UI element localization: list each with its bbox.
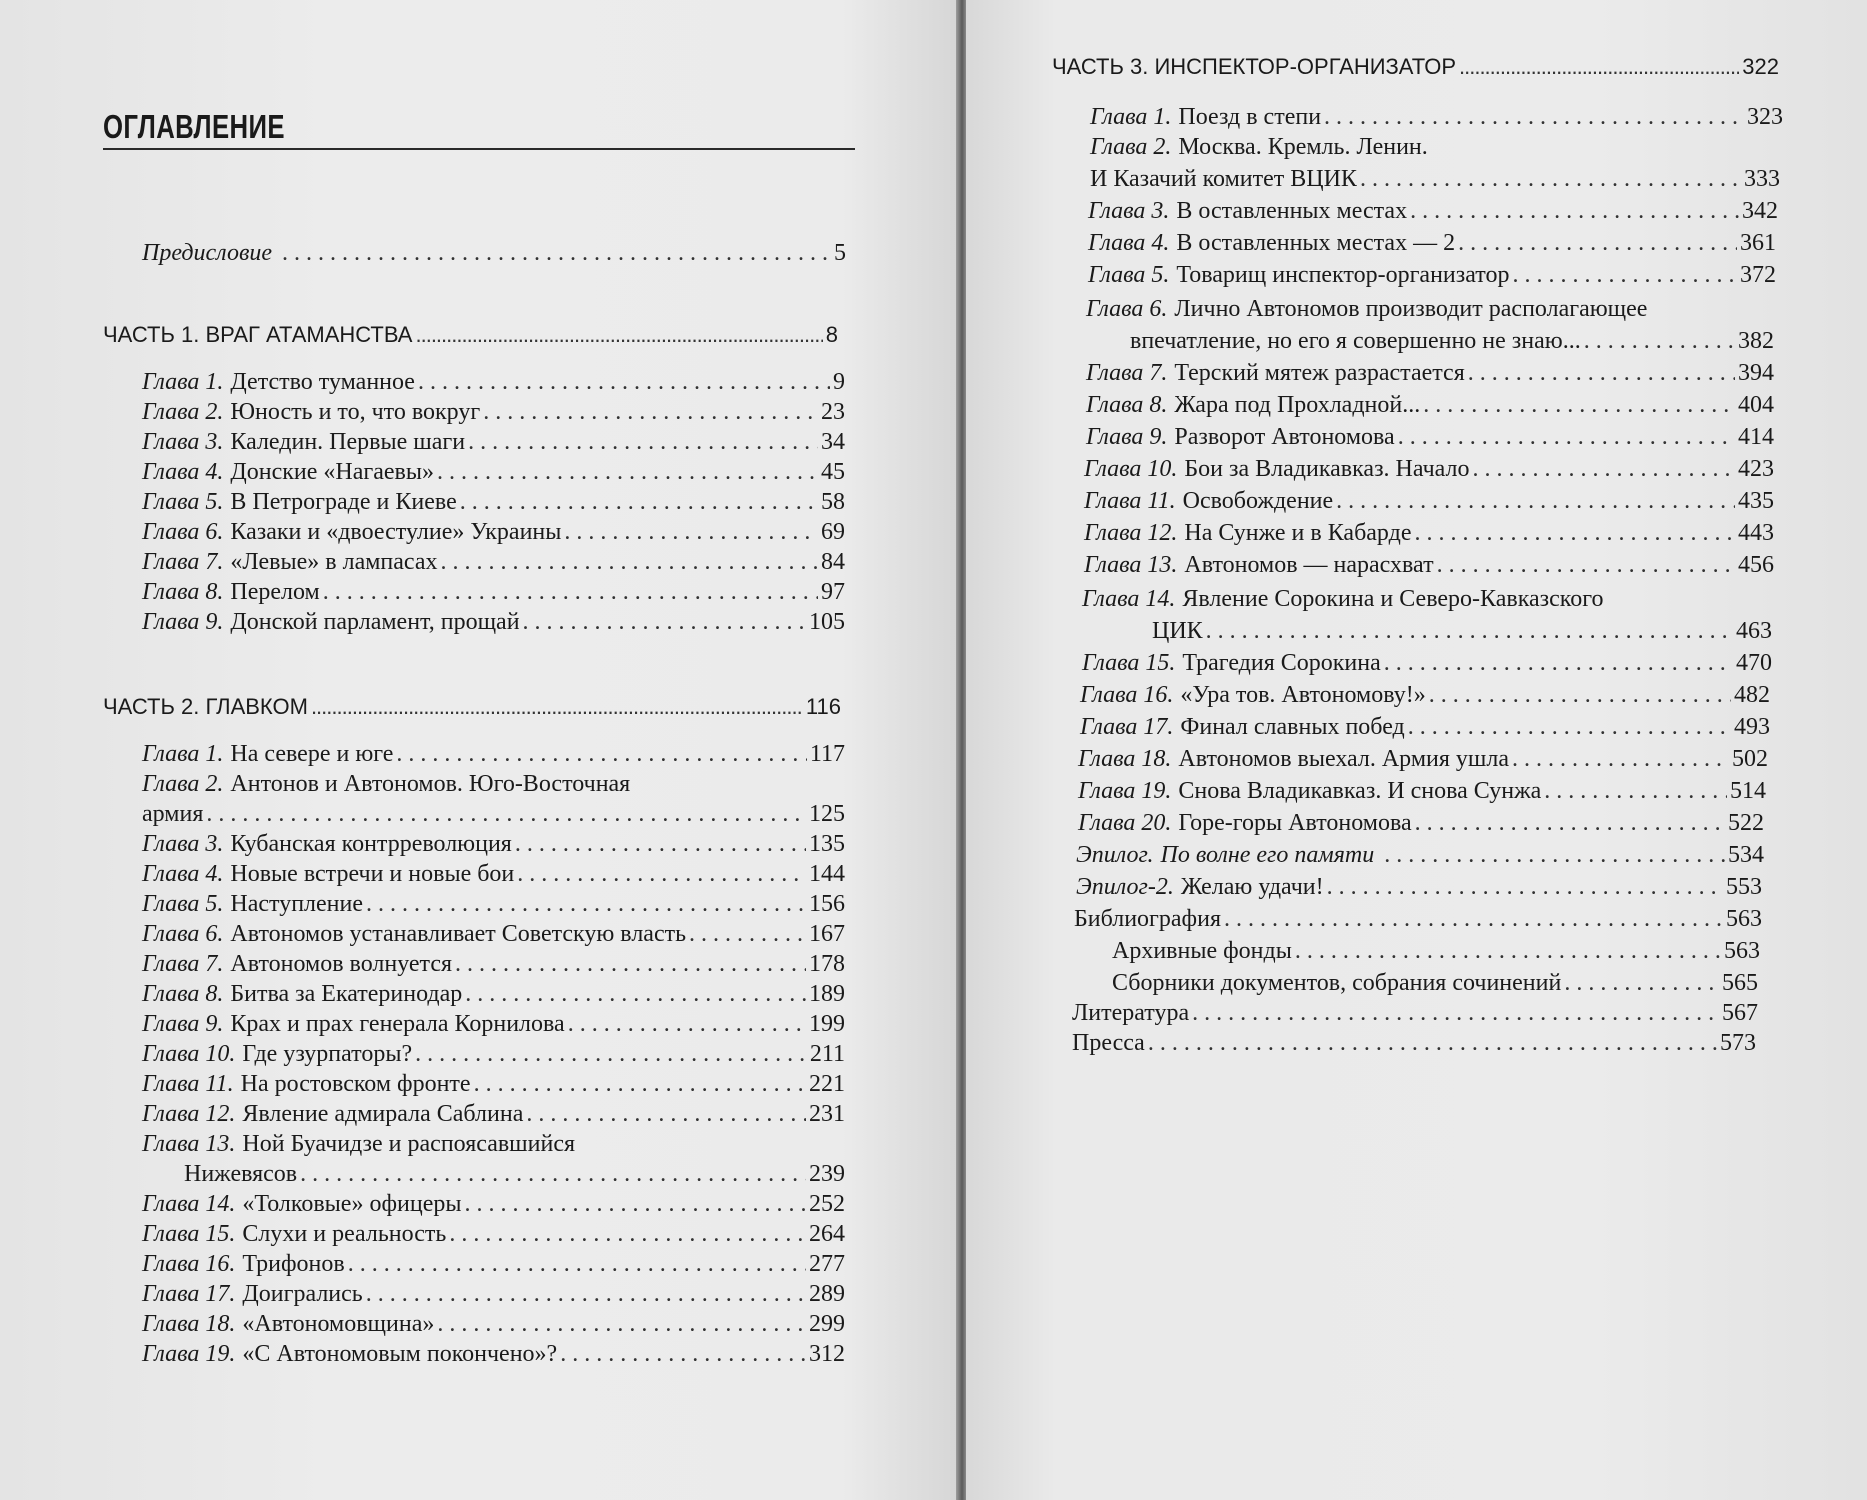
chapter-title: Битва за Екатеринодар xyxy=(230,981,463,1007)
leader-dots xyxy=(1336,486,1735,516)
chapter-label: Глава 4. xyxy=(142,861,224,887)
leader-dots xyxy=(415,1039,807,1069)
chapter-title: Лично Автономов производит располагающее xyxy=(1174,296,1648,322)
chapter-title: В Петрограде и Киеве xyxy=(230,489,457,515)
chapter-title: Поезд в степи xyxy=(1178,104,1322,130)
bibliography-entry[interactable] xyxy=(1074,904,1762,934)
chapter-label: Глава 11. xyxy=(142,1071,234,1097)
chapter-title-cont: ЦИК xyxy=(1152,618,1203,644)
toc-entry[interactable] xyxy=(1078,776,1766,806)
entry-title: Пресса xyxy=(1072,1030,1145,1056)
page-number: 573 xyxy=(1720,1030,1756,1056)
toc-entry[interactable] xyxy=(1078,808,1764,838)
chapter-label: Глава 7. xyxy=(1086,360,1168,386)
chapter-title: Москва. Кремль. Ленин. xyxy=(1178,134,1428,160)
chapter-title: Явление адмирала Саблина xyxy=(242,1101,524,1127)
toc-entry-continuation[interactable] xyxy=(1152,616,1772,646)
toc-entry[interactable] xyxy=(142,457,845,487)
leader-dots xyxy=(300,1159,806,1189)
leader-dots xyxy=(1544,776,1727,806)
page-number: 394 xyxy=(1738,360,1774,386)
chapter-label: Глава 9. xyxy=(142,609,224,635)
chapter-title: «Левые» в лампасах xyxy=(230,549,438,575)
toc-entry[interactable] xyxy=(142,367,845,397)
chapter-label: Глава 10. xyxy=(1084,456,1178,482)
part1-heading[interactable] xyxy=(103,320,838,350)
toc-entry-first-line[interactable] xyxy=(1086,294,1647,324)
toc-entry[interactable] xyxy=(142,607,845,637)
leader-dots xyxy=(1472,454,1735,484)
leader-dots xyxy=(449,1219,806,1249)
leader-dots xyxy=(348,1249,806,1279)
page-number: 264 xyxy=(809,1221,845,1247)
toc-entry[interactable] xyxy=(1076,840,1764,870)
chapter-title: Автономов — нарасхват xyxy=(1184,552,1434,578)
page-number: 361 xyxy=(1740,230,1776,256)
toc-entry-continuation[interactable] xyxy=(142,799,845,829)
leader-dots xyxy=(1148,1028,1717,1058)
chapter-title-cont: впечатление, но его я совершенно не знаю... xyxy=(1130,328,1581,354)
archive-funds-entry[interactable] xyxy=(1112,936,1760,966)
chapter-label: Глава 10. xyxy=(142,1041,236,1067)
epilogue-label: Эпилог-2. xyxy=(1076,874,1174,900)
toc-entry[interactable] xyxy=(1080,712,1770,742)
leader-dots xyxy=(418,367,830,397)
page-number: 231 xyxy=(809,1101,845,1127)
page-number: 117 xyxy=(809,741,845,767)
chapter-title: Автономов устанавливает Советскую власть xyxy=(230,921,687,947)
epilogue-title: Желаю удачи! xyxy=(1180,874,1324,900)
chapter-title: Перелом xyxy=(230,579,320,605)
chapter-title: На ростовском фронте xyxy=(240,1071,471,1097)
chapter-title-cont: И Казачий комитет ВЦИК xyxy=(1090,166,1357,192)
leader-dots xyxy=(468,427,818,457)
page-number: 45 xyxy=(821,459,845,485)
chapter-label: Глава 18. xyxy=(142,1311,236,1337)
page-number: 211 xyxy=(809,1041,845,1067)
chapter-label: Глава 14. xyxy=(142,1191,236,1217)
page-number: 144 xyxy=(809,861,845,887)
chapter-label: Глава 9. xyxy=(142,1011,224,1037)
chapter-label: Глава 8. xyxy=(142,981,224,1007)
toc-entry[interactable] xyxy=(1088,228,1776,258)
leader-dots xyxy=(1295,936,1721,966)
toc-entry[interactable] xyxy=(142,1099,845,1129)
page-number: 482 xyxy=(1734,682,1770,708)
chapter-label: Глава 14. xyxy=(1082,586,1176,612)
chapter-label: Глава 1. xyxy=(142,369,224,395)
page-number: 34 xyxy=(821,429,845,455)
entry-title: Библиография xyxy=(1074,906,1221,932)
leader-dots xyxy=(1360,164,1741,194)
page-number: 58 xyxy=(821,489,845,515)
chapter-label: Глава 17. xyxy=(1080,714,1174,740)
page-number: 514 xyxy=(1730,778,1766,804)
part3-heading[interactable] xyxy=(1052,52,1779,82)
toc-entry[interactable] xyxy=(142,919,845,949)
page-number: 8 xyxy=(825,322,838,347)
page-number: 221 xyxy=(809,1071,845,1097)
page-number: 156 xyxy=(809,891,845,917)
leader-dots xyxy=(564,517,818,547)
chapter-title: В оставленных местах xyxy=(1176,198,1408,224)
leader-dots xyxy=(366,889,806,919)
chapter-title: «Толковые» офицеры xyxy=(242,1191,462,1217)
page-number: 178 xyxy=(809,951,845,977)
leader-dots xyxy=(1206,616,1733,646)
chapter-label: Глава 12. xyxy=(142,1101,236,1127)
chapter-title: Донской парламент, прощай xyxy=(230,609,520,635)
chapter-title: Юность и то, что вокруг xyxy=(230,399,481,425)
page-number: 116 xyxy=(805,694,841,719)
chapter-label: Глава 19. xyxy=(142,1341,236,1367)
press-entry[interactable] xyxy=(1072,1028,1756,1058)
chapter-label: Глава 5. xyxy=(142,489,224,515)
toc-entry[interactable] xyxy=(142,517,845,547)
chapter-title: В оставленных местах — 2 xyxy=(1176,230,1456,256)
chapter-title: Автономов волнуется xyxy=(230,951,453,977)
chapter-label: Глава 15. xyxy=(1082,650,1176,676)
leader-dots xyxy=(1414,518,1735,548)
toc-entry-first-line[interactable] xyxy=(1082,584,1603,614)
chapter-title: Наступление xyxy=(230,891,364,917)
preface-entry[interactable] xyxy=(142,238,846,268)
preface-title: Предисловие xyxy=(142,240,273,266)
chapter-label: Глава 8. xyxy=(142,579,224,605)
chapter-title: На Сунже и в Кабарде xyxy=(1184,520,1412,546)
leader-dots xyxy=(1512,744,1729,774)
toc-entry[interactable] xyxy=(142,1039,845,1069)
chapter-label: Глава 3. xyxy=(1088,198,1170,224)
leader-dots xyxy=(523,607,806,637)
toc-entry-first-line[interactable] xyxy=(1090,132,1428,162)
chapter-title: На севере и юге xyxy=(230,741,394,767)
toc-entry-continuation[interactable] xyxy=(1130,326,1774,356)
chapter-title: Кубанская контрреволюция xyxy=(230,831,512,857)
page-number: 23 xyxy=(821,399,845,425)
part-title: ЧАСТЬ 3. ИНСПЕКТОР-ОРГАНИЗАТОР xyxy=(1052,54,1456,79)
chapter-title-cont: армия xyxy=(142,801,204,827)
chapter-title: Донские «Нагаевы» xyxy=(230,459,435,485)
leader-dots xyxy=(366,1279,806,1309)
leader-dots xyxy=(568,1009,806,1039)
epilogue-label: Эпилог. xyxy=(1076,842,1154,868)
page-number: 69 xyxy=(821,519,845,545)
chapter-title: «Ура тов. Автономову!» xyxy=(1180,682,1426,708)
toc-entry[interactable] xyxy=(1084,454,1774,484)
chapter-label: Глава 16. xyxy=(1080,682,1174,708)
leader-dots xyxy=(1327,872,1723,902)
leader-dots xyxy=(1584,326,1735,356)
page-number: 289 xyxy=(809,1281,845,1307)
page-number: 423 xyxy=(1738,456,1774,482)
page-number: 189 xyxy=(809,981,845,1007)
chapter-title: Каледин. Первые шаги xyxy=(230,429,466,455)
leader-dots xyxy=(1429,680,1731,710)
leader-dots xyxy=(526,1099,806,1129)
page-number: 252 xyxy=(809,1191,845,1217)
toc-entry[interactable] xyxy=(142,1189,845,1219)
toc-entry[interactable] xyxy=(142,889,845,919)
toc-entry[interactable] xyxy=(1076,872,1762,902)
page-number: 342 xyxy=(1742,198,1778,224)
page-number: 565 xyxy=(1722,970,1758,996)
toc-entry[interactable] xyxy=(1080,680,1770,710)
page-number: 199 xyxy=(809,1011,845,1037)
literature-entry[interactable] xyxy=(1072,998,1758,1028)
leader-dots xyxy=(437,457,818,487)
leader-dots xyxy=(311,692,803,722)
chapter-title: Слухи и реальность xyxy=(242,1221,447,1247)
chapter-label: Глава 12. xyxy=(1084,520,1178,546)
leader-dots xyxy=(1224,904,1723,934)
page-number: 323 xyxy=(1747,104,1783,130)
chapter-title: Детство туманное xyxy=(230,369,415,395)
toc-entry[interactable] xyxy=(142,1249,845,1279)
toc-entry[interactable] xyxy=(1082,648,1772,678)
leader-dots xyxy=(441,547,818,577)
chapter-title: Освобождение xyxy=(1182,488,1334,514)
chapter-title: Трифонов xyxy=(242,1251,345,1277)
leader-dots xyxy=(1468,358,1735,388)
toc-entry[interactable] xyxy=(142,859,845,889)
page-number: 333 xyxy=(1744,166,1780,192)
chapter-title: Казаки и «двоестулие» Украины xyxy=(230,519,562,545)
page-number: 372 xyxy=(1740,262,1776,288)
toc-heading: ОГЛАВЛЕНИЕ xyxy=(103,108,285,145)
chapter-title: Явление Сорокина и Северо-Кавказского xyxy=(1182,586,1604,612)
chapter-label: Глава 4. xyxy=(1088,230,1170,256)
toc-entry[interactable] xyxy=(142,547,845,577)
toc-entry[interactable] xyxy=(1088,260,1776,290)
toc-entry[interactable] xyxy=(142,577,845,607)
leader-dots xyxy=(1398,422,1735,452)
page-number: 567 xyxy=(1722,1000,1758,1026)
toc-entry[interactable] xyxy=(1088,196,1778,226)
chapter-title: Товарищ инспектор-организатор xyxy=(1176,262,1510,288)
chapter-title: Автономов выехал. Армия ушла xyxy=(1178,746,1509,772)
page-number: 322 xyxy=(1742,54,1779,79)
chapter-label: Глава 7. xyxy=(142,951,224,977)
page-number: 125 xyxy=(809,801,845,827)
toc-entry[interactable] xyxy=(142,1279,845,1309)
chapter-title: Терский мятеж разрастается xyxy=(1174,360,1465,386)
page-number: 435 xyxy=(1738,488,1774,514)
page-number: 502 xyxy=(1732,746,1768,772)
chapter-title: Где узурпаторы? xyxy=(242,1041,413,1067)
leader-dots xyxy=(465,979,806,1009)
chapter-label: Глава 18. xyxy=(1078,746,1172,772)
page-number: 534 xyxy=(1728,842,1764,868)
page-number: 463 xyxy=(1736,618,1772,644)
leader-dots xyxy=(1415,808,1725,838)
leader-dots xyxy=(1459,52,1739,82)
page-number: 382 xyxy=(1738,328,1774,354)
entry-title: Сборники документов, собрания сочинений xyxy=(1112,970,1562,996)
chapter-label: Глава 8. xyxy=(1086,392,1168,418)
chapter-label: Глава 6. xyxy=(142,519,224,545)
page-number: 404 xyxy=(1738,392,1774,418)
page-number: 135 xyxy=(809,831,845,857)
page-number: 5 xyxy=(834,240,846,266)
page-number: 277 xyxy=(809,1251,845,1277)
leader-dots xyxy=(323,577,818,607)
page-number: 97 xyxy=(821,579,845,605)
leader-dots xyxy=(689,919,806,949)
leader-dots xyxy=(1324,102,1744,132)
toc-entry[interactable] xyxy=(1090,102,1783,132)
chapter-label: Глава 9. xyxy=(1086,424,1168,450)
chapter-title: Разворот Автономова xyxy=(1174,424,1395,450)
page-number: 84 xyxy=(821,549,845,575)
toc-entry[interactable] xyxy=(142,427,845,457)
chapter-label: Глава 11. xyxy=(1084,488,1176,514)
toc-entry[interactable] xyxy=(142,487,845,517)
leader-dots xyxy=(1384,840,1725,870)
chapter-label: Глава 20. xyxy=(1078,810,1172,836)
right-page xyxy=(966,0,1867,1500)
page-number: 443 xyxy=(1738,520,1774,546)
chapter-label: Глава 6. xyxy=(142,921,224,947)
leader-dots xyxy=(455,949,806,979)
leader-dots xyxy=(282,238,831,268)
chapter-label: Глава 1. xyxy=(1090,104,1172,130)
leader-dots xyxy=(474,1069,806,1099)
chapter-label: Глава 2. xyxy=(1090,134,1172,160)
toc-entry[interactable] xyxy=(142,1069,845,1099)
toc-entry[interactable] xyxy=(1084,550,1774,580)
part2-heading[interactable] xyxy=(103,692,841,722)
leader-dots xyxy=(1384,648,1733,678)
chapter-label: Глава 15. xyxy=(142,1221,236,1247)
chapter-label: Глава 5. xyxy=(142,891,224,917)
page-number: 522 xyxy=(1728,810,1764,836)
toc-entry[interactable] xyxy=(1078,744,1768,774)
entry-title: Литература xyxy=(1072,1000,1190,1026)
chapter-title: Крах и прах генерала Корнилова xyxy=(230,1011,565,1037)
page-number: 9 xyxy=(833,369,845,395)
page-number: 470 xyxy=(1736,650,1772,676)
leader-dots xyxy=(517,859,806,889)
leader-dots xyxy=(460,487,818,517)
page-number: 414 xyxy=(1738,424,1774,450)
leader-dots xyxy=(437,1309,806,1339)
chapter-title: Антонов и Автономов. Юго-Восточная xyxy=(230,771,631,797)
toc-entry[interactable] xyxy=(1086,390,1774,420)
page-number: 167 xyxy=(809,921,845,947)
chapter-label: Глава 17. xyxy=(142,1281,236,1307)
leader-dots xyxy=(483,397,818,427)
chapter-title: Снова Владикавказ. И снова Сунжа xyxy=(1178,778,1542,804)
chapter-label: Глава 4. xyxy=(142,459,224,485)
page-number: 456 xyxy=(1738,552,1774,578)
chapter-label: Глава 13. xyxy=(1084,552,1178,578)
leader-dots xyxy=(560,1339,806,1369)
chapter-label: Глава 7. xyxy=(142,549,224,575)
chapter-title: Доигрались xyxy=(242,1281,363,1307)
toc-entry[interactable] xyxy=(142,979,845,1009)
toc-entry[interactable] xyxy=(1086,358,1774,388)
toc-entry[interactable] xyxy=(142,1009,845,1039)
page-number: 563 xyxy=(1726,906,1762,932)
page-number: 493 xyxy=(1734,714,1770,740)
chapter-title: Трагедия Сорокина xyxy=(1182,650,1381,676)
chapter-label: Глава 2. xyxy=(142,399,224,425)
leader-dots xyxy=(1192,998,1719,1028)
toc-entry[interactable] xyxy=(142,1219,845,1249)
leader-dots xyxy=(1408,712,1731,742)
toc-entry[interactable] xyxy=(1084,518,1774,548)
leader-dots xyxy=(1512,260,1737,290)
toc-entry-first-line[interactable] xyxy=(142,1129,575,1159)
leader-dots xyxy=(206,799,806,829)
chapter-label: Глава 3. xyxy=(142,831,224,857)
leader-dots xyxy=(1564,968,1719,998)
page-number: 239 xyxy=(809,1161,845,1187)
leader-dots xyxy=(464,1189,806,1219)
chapter-label: Глава 13. xyxy=(142,1131,236,1157)
chapter-label: Глава 6. xyxy=(1086,296,1168,322)
toc-entry-first-line[interactable] xyxy=(142,769,630,799)
toc-entry[interactable] xyxy=(142,397,845,427)
chapter-title: Горе-горы Автономова xyxy=(1178,810,1412,836)
chapter-label: Глава 1. xyxy=(142,741,224,767)
leader-dots xyxy=(515,829,806,859)
chapter-title-cont: Нижевясов xyxy=(184,1161,298,1187)
page-number: 299 xyxy=(809,1311,845,1337)
page-number: 105 xyxy=(809,609,845,635)
leader-dots xyxy=(1410,196,1739,226)
chapter-label: Глава 3. xyxy=(142,429,224,455)
leader-dots xyxy=(1423,390,1735,420)
chapter-title: Ной Буачидзе и распоясавшийся xyxy=(242,1131,576,1157)
page-number: 312 xyxy=(809,1341,845,1367)
toc-entry[interactable] xyxy=(142,829,845,859)
part-title: ЧАСТЬ 2. ГЛАВКОМ xyxy=(103,694,308,719)
chapter-label: Глава 16. xyxy=(142,1251,236,1277)
chapter-title: Новые встречи и новые бои xyxy=(230,861,515,887)
page-number: 563 xyxy=(1724,938,1760,964)
leader-dots xyxy=(1437,550,1735,580)
part-title: ЧАСТЬ 1. ВРАГ АТАМАНСТВА xyxy=(103,322,413,347)
document-collections-entry[interactable] xyxy=(1112,968,1758,998)
toc-entry[interactable] xyxy=(142,1309,845,1339)
leader-dots xyxy=(415,320,822,350)
toc-entry[interactable] xyxy=(1084,486,1774,516)
leader-dots xyxy=(396,739,806,769)
chapter-label: Глава 5. xyxy=(1088,262,1170,288)
chapter-title: «Автономовщина» xyxy=(242,1311,435,1337)
toc-entry[interactable] xyxy=(142,1339,845,1369)
toc-entry[interactable] xyxy=(142,739,845,769)
chapter-title: Бои за Владикавказ. Начало xyxy=(1184,456,1470,482)
heading-rule xyxy=(103,148,855,150)
leader-dots xyxy=(1458,228,1737,258)
toc-entry-continuation[interactable] xyxy=(184,1159,845,1189)
page-number: 553 xyxy=(1726,874,1762,900)
toc-entry-continuation[interactable] xyxy=(1090,164,1780,194)
entry-title: Архивные фонды xyxy=(1112,938,1292,964)
chapter-title: «С Автономовым покончено»? xyxy=(242,1341,558,1367)
toc-entry[interactable] xyxy=(1086,422,1774,452)
chapter-title: Финал славных побед xyxy=(1180,714,1405,740)
chapter-title: Жара под Прохладной... xyxy=(1174,392,1421,418)
toc-entry[interactable] xyxy=(142,949,845,979)
chapter-label: Глава 2. xyxy=(142,771,224,797)
chapter-label: Глава 19. xyxy=(1078,778,1172,804)
epilogue-title: По волне его памяти xyxy=(1160,842,1375,868)
